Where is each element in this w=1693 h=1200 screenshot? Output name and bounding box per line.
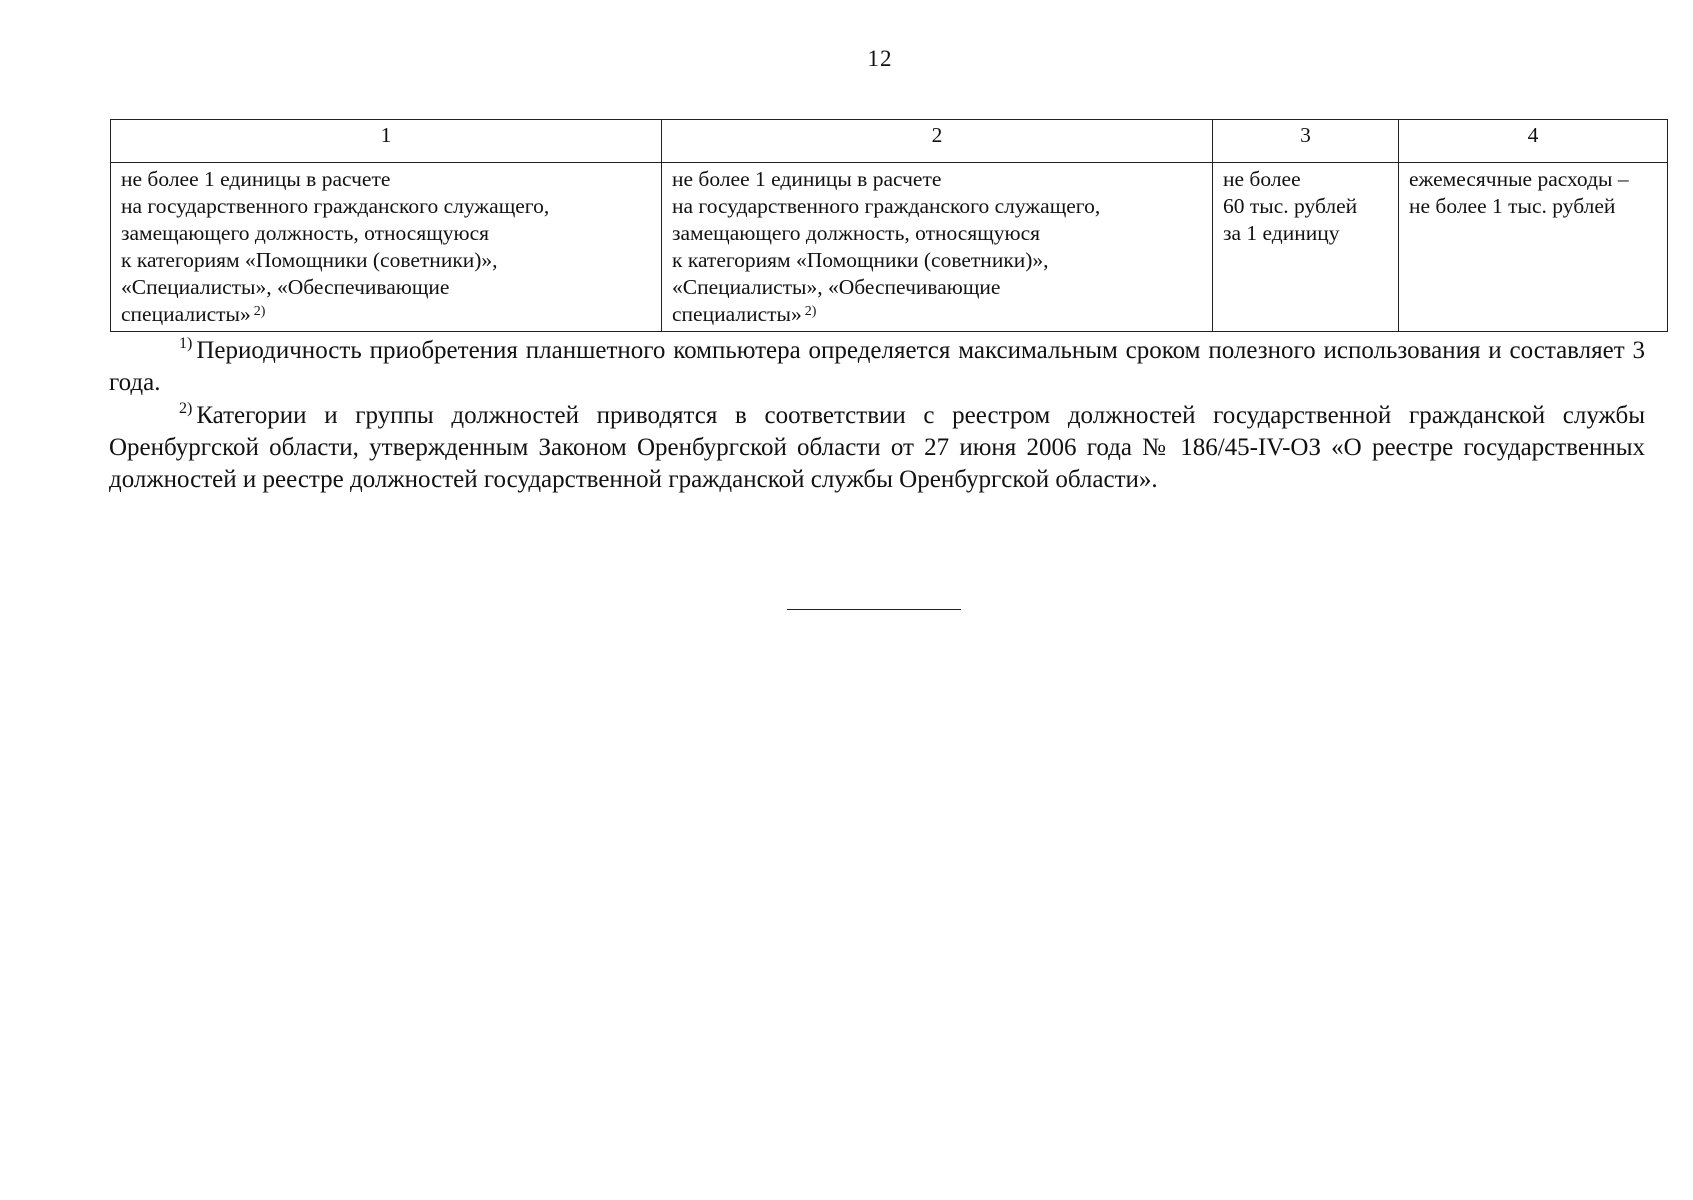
footnote-1 bbox=[109, 335, 1645, 399]
footnote-text: Периодичность приобретения планшетного компьютера определяется максимальным сроком полезного использования и составляет 3 года. bbox=[109, 337, 1645, 396]
cell-line: не более 1 тыс. рублей bbox=[1409, 194, 1616, 218]
column-header-2: 2 bbox=[662, 120, 1213, 163]
cell-line-last bbox=[672, 301, 1202, 328]
page-number: 12 bbox=[867, 46, 893, 71]
footnote-mark: 1) bbox=[179, 335, 193, 352]
footnote-mark: 2) bbox=[179, 400, 193, 417]
footnote-reference: 2) bbox=[804, 304, 817, 319]
cell-line: не более bbox=[1223, 167, 1301, 191]
cell-line: замещающего должность, относящуюся bbox=[121, 221, 490, 245]
footnote-2 bbox=[109, 400, 1645, 496]
column-header-1: 1 bbox=[111, 120, 662, 163]
cell-line: ежемесячные расходы – bbox=[1409, 167, 1629, 191]
cell-line: «Специалисты», «Обеспечивающие bbox=[672, 275, 1001, 299]
cell-line-text: специалисты» bbox=[121, 302, 251, 326]
table-header-row bbox=[111, 120, 1668, 163]
column-header-3: 3 bbox=[1213, 120, 1399, 163]
cell-line: на государственного гражданского служащего, bbox=[672, 194, 1101, 218]
cell-line: 60 тыс. рублей bbox=[1223, 194, 1358, 218]
cell-monthly-cost bbox=[1399, 163, 1668, 332]
table-row bbox=[111, 163, 1668, 332]
cell-line: не более 1 единицы в расчете bbox=[672, 167, 942, 191]
cell-line: на государственного гражданского служащего, bbox=[121, 194, 550, 218]
cell-position-category bbox=[111, 163, 662, 332]
cell-line-last bbox=[121, 301, 651, 328]
cell-line: не более 1 единицы в расчете bbox=[121, 167, 391, 191]
footnotes bbox=[109, 335, 1645, 497]
footnote-reference: 2) bbox=[253, 304, 266, 319]
footnote-text: Категории и группы должностей приводятся в соответствии с реестром должностей государственной гражданской службы Оренбургской области, утвержденным Законом Оренбургской области от 27 июня 2006 года № 186/45-IV-ОЗ «О реестре государственных должностей и реестре должностей государственной гражданской службы Оренбургской области». bbox=[109, 402, 1645, 493]
cell-quantity bbox=[662, 163, 1213, 332]
end-rule bbox=[787, 609, 961, 610]
cell-line: «Специалисты», «Обеспечивающие bbox=[121, 275, 450, 299]
column-header-4: 4 bbox=[1399, 120, 1668, 163]
cell-line: к категориям «Помощники (советники)», bbox=[672, 248, 1049, 272]
cell-line-text: специалисты» bbox=[672, 302, 802, 326]
cell-line: к категориям «Помощники (советники)», bbox=[121, 248, 498, 272]
norms-table bbox=[110, 119, 1668, 332]
cell-line: замещающего должность, относящуюся bbox=[672, 221, 1041, 245]
cell-line: за 1 единицу bbox=[1223, 221, 1340, 245]
cell-price bbox=[1213, 163, 1399, 332]
